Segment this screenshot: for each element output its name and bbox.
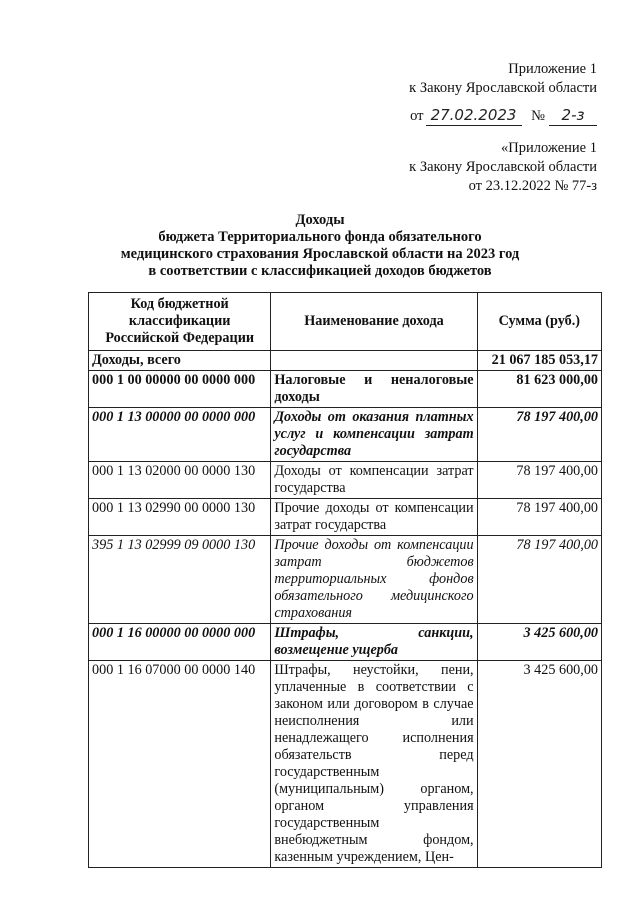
number-label: № bbox=[531, 108, 545, 124]
table-row bbox=[89, 462, 602, 499]
document-title bbox=[0, 212, 640, 280]
table-row bbox=[89, 536, 602, 624]
table-row bbox=[89, 661, 602, 868]
column-header-name: Наименование дохода bbox=[271, 293, 477, 351]
cell-sum: 78 197 400,00 bbox=[477, 499, 601, 536]
cell-name: Доходы от компенсации затрат государства bbox=[271, 462, 477, 499]
cell-sum: 21 067 185 053,17 bbox=[477, 351, 601, 371]
cell-name bbox=[271, 351, 477, 371]
cell-code: 000 1 16 00000 00 0000 000 bbox=[89, 624, 271, 661]
cell-name: Штрафы, санкции, возмещение ущерба bbox=[271, 624, 477, 661]
handwritten-number: 2-з bbox=[549, 106, 597, 126]
cell-sum: 78 197 400,00 bbox=[477, 536, 601, 624]
prev-law-date: от 23.12.2022 № 77-з bbox=[468, 178, 597, 194]
title-line-2: бюджета Территориального фонда обязательного bbox=[158, 229, 482, 245]
cell-sum: 3 425 600,00 bbox=[477, 624, 601, 661]
prev-law-reference: к Закону Ярославской области bbox=[409, 159, 597, 175]
cell-name: Штрафы, неустойки, пени, уплаченные в соответствии с законом или договором в случае неисполнения или ненадлежащего исполнения обязательств перед государственным (муниципальным) органом, органом управления государственным внебюджетным фондом, казенным учреждением, Цен- bbox=[271, 661, 477, 868]
cell-sum: 3 425 600,00 bbox=[477, 661, 601, 868]
table-row bbox=[89, 371, 602, 408]
income-table bbox=[88, 292, 602, 868]
prev-appendix-label: «Приложение 1 bbox=[501, 140, 597, 156]
title-line-1: Доходы bbox=[295, 212, 345, 228]
date-prefix: от bbox=[410, 108, 424, 124]
cell-name: Доходы от оказания платных услуг и компенсации затрат государства bbox=[271, 408, 477, 462]
cell-code: 000 1 13 02000 00 0000 130 bbox=[89, 462, 271, 499]
cell-code: Доходы, всего bbox=[89, 351, 271, 371]
title-line-4: в соответствии с классификацией доходов бюджетов bbox=[148, 263, 492, 279]
cell-code: 000 1 13 00000 00 0000 000 bbox=[89, 408, 271, 462]
table-row bbox=[89, 624, 602, 661]
table-header-row bbox=[89, 293, 602, 351]
cell-name: Налоговые и неналоговые доходы bbox=[271, 371, 477, 408]
cell-code: 000 1 13 02990 00 0000 130 bbox=[89, 499, 271, 536]
date-number-line bbox=[409, 106, 597, 126]
cell-sum: 78 197 400,00 bbox=[477, 408, 601, 462]
table-row bbox=[89, 351, 602, 371]
cell-name: Прочие доходы от компенсации затрат бюджетов территориальных фондов обязательного медицинского страхования bbox=[271, 536, 477, 624]
handwritten-date: 27.02.2023 bbox=[426, 106, 522, 126]
table-row bbox=[89, 408, 602, 462]
law-reference: к Закону Ярославской области bbox=[409, 80, 597, 96]
cell-code: 000 1 00 00000 00 0000 000 bbox=[89, 371, 271, 408]
cell-sum: 78 197 400,00 bbox=[477, 462, 601, 499]
cell-code: 395 1 13 02999 09 0000 130 bbox=[89, 536, 271, 624]
column-header-sum: Сумма (руб.) bbox=[477, 293, 601, 351]
cell-name: Прочие доходы от компенсации затрат государства bbox=[271, 499, 477, 536]
header-previous-law bbox=[409, 139, 597, 196]
header-current-law bbox=[409, 60, 597, 126]
appendix-label: Приложение 1 bbox=[508, 61, 597, 77]
cell-code: 000 1 16 07000 00 0000 140 bbox=[89, 661, 271, 868]
cell-sum: 81 623 000,00 bbox=[477, 371, 601, 408]
table-body bbox=[89, 351, 602, 868]
column-header-code: Код бюджетной классификации Российской Федерации bbox=[89, 293, 271, 351]
table-row bbox=[89, 499, 602, 536]
title-line-3: медицинского страхования Ярославской области на 2023 год bbox=[120, 246, 520, 262]
